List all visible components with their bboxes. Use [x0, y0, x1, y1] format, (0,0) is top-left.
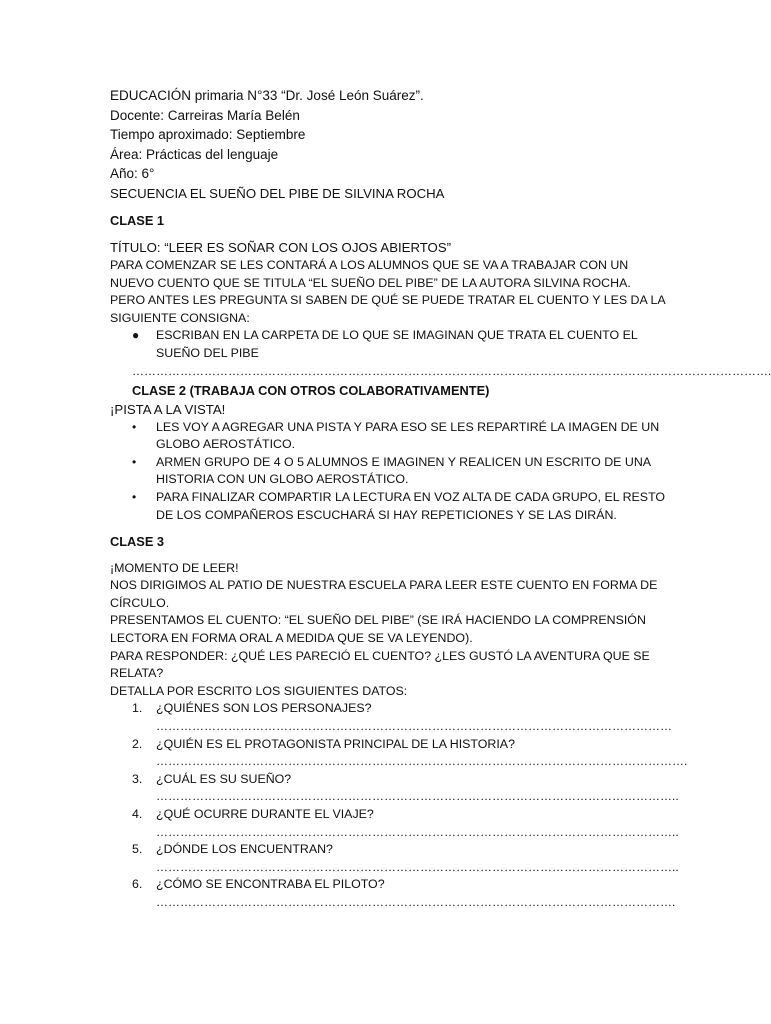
time-estimate: Tiempo aproximado: Septiembre — [110, 127, 306, 142]
question-text: ¿QUIÉNES SON LOS PERSONAJES? — [156, 701, 372, 716]
question-item — [110, 700, 670, 735]
question-number: 6. — [132, 877, 143, 892]
list-item — [110, 489, 670, 524]
bullet-icon: • — [132, 489, 137, 504]
question-item — [110, 806, 679, 841]
document-page — [110, 86, 771, 912]
question-number: 1. — [132, 701, 143, 716]
question-number: 2. — [132, 736, 143, 751]
school-name: EDUCACIÓN primaria N°33 “Dr. José León Suárez”. — [110, 88, 424, 103]
subject-area: Área: Prácticas del lenguaje — [110, 146, 279, 162]
list-item — [110, 454, 670, 489]
clase-3-paragraph: PRESENTAMOS EL CUENTO: “EL SUEÑO DEL PIBE” (SE IRÁ HACIENDO LA COMPRENSIÓN LECTORA EN FORMA ORAL A MEDIDA QUE SE VA LEYENDO). — [110, 613, 646, 645]
list-item — [110, 419, 670, 454]
clase-2-bullet-list — [110, 419, 670, 525]
list-item-text: ESCRIBAN EN LA CARPETA DE LO QUE SE IMAGINAN QUE TRATA EL CUENTO EL SUEÑO DEL PIBE — [156, 328, 638, 360]
question-text: ¿CUÁL ES SU SUEÑO? — [156, 771, 292, 786]
answer-dotted-line: ………………………………………………………………………………………………………………….. — [156, 824, 679, 839]
clase-3-paragraph: DETALLA POR ESCRITO LOS SIGUIENTES DATOS: — [110, 683, 408, 698]
teacher-name: Docente: Carreiras María Belén — [110, 107, 300, 123]
question-text: ¿QUÉ OCURRE DURANTE EL VIAJE? — [156, 806, 374, 821]
clase-1-bullet-list — [110, 327, 670, 362]
answer-dotted-line: ………………………………………………………………………………………………………………….. — [156, 859, 679, 874]
question-list — [110, 700, 688, 911]
question-item — [110, 771, 679, 806]
clase-3-paragraph: PARA RESPONDER: ¿QUÉ LES PARECIÓ EL CUENTO? ¿LES GUSTÓ LA AVENTURA QUE SE RELATA? — [110, 648, 650, 681]
list-item-text: PARA FINALIZAR COMPARTIR LA LECTURA EN VOZ ALTA DE CADA GRUPO, EL RESTO DE LOS COMPAÑEROS ESCUCHARÁ SI HAY REPETICIONES Y SE LAS DIRÁN. — [156, 489, 666, 522]
question-item — [110, 876, 676, 911]
question-item — [110, 841, 679, 876]
question-text: ¿QUIÉN ES EL PROTAGONISTA PRINCIPAL DE LA HISTORIA? — [156, 736, 515, 751]
clase-2-heading: CLASE 2 (TRABAJA CON OTROS COLABORATIVAMENTE) — [132, 382, 490, 398]
answer-dotted-line: ………………………………………………………………………………………………………………….. — [156, 789, 679, 804]
clase-1-heading: CLASE 1 — [110, 212, 165, 228]
bullet-icon: • — [132, 454, 137, 469]
clase-3-paragraph: NOS DIRIGIMOS AL PATIO DE NUESTRA ESCUELA PARA LEER ESTE CUENTO EN FORMA DE CÍRCULO. — [110, 578, 658, 610]
question-text: ¿DÓNDE LOS ENCUENTRAN? — [156, 842, 333, 857]
clase-1-paragraph: PERO ANTES LES PREGUNTA SI SABEN DE QUÉ SE PUEDE TRATAR EL CUENTO Y LES DA LA SIGUIENTE CONSIGNA: — [110, 293, 665, 325]
clase-1-paragraph: PARA COMENZAR SE LES CONTARÁ A LOS ALUMNOS QUE SE VA A TRABAJAR CON UN NUEVO CUENTO QUE SE TITULA “EL SUEÑO DEL PIBE” DE LA AUTORA SILVINA ROCHA. — [110, 258, 631, 290]
bullet-icon: • — [132, 419, 137, 434]
list-item-text: ARMEN GRUPO DE 4 O 5 ALUMNOS E IMAGINEN Y REALICEN UN ESCRITO DE UNA HISTORIA CON UN GLOBO AEROSTÁTICO. — [156, 454, 651, 487]
answer-dotted-line: ……………………………………………………………………………………………………………………………………………. — [132, 363, 771, 378]
answer-dotted-line: …………………………………………………………………………………………………………………. — [156, 894, 676, 909]
list-item — [110, 327, 670, 362]
clase-3-heading: CLASE 3 — [110, 534, 165, 550]
answer-dotted-line: ……………………………………………………………………………………………………………………. — [156, 754, 688, 769]
question-number: 3. — [132, 771, 143, 786]
question-item — [110, 736, 688, 771]
question-number: 5. — [132, 842, 143, 857]
sequence-title: SECUENCIA EL SUEÑO DEL PIBE DE SILVINA ROCHA — [110, 185, 445, 201]
clase-2-subtitle: ¡PISTA A LA VISTA! — [110, 401, 226, 417]
bullet-icon: ● — [132, 328, 140, 343]
list-item-text: LES VOY A AGREGAR UNA PISTA Y PARA ESO SE LES REPARTIRÉ LA IMAGEN DE UN GLOBO AEROSTÁTICO. — [156, 419, 660, 452]
clase-1-title: TÍTULO: “LEER ES SOÑAR CON LOS OJOS ABIERTOS” — [110, 240, 452, 255]
answer-dotted-line: ………………………………………………………………………………………………………………… — [156, 718, 672, 733]
question-number: 4. — [132, 806, 143, 821]
question-text: ¿CÓMO SE ENCONTRABA EL PILOTO? — [156, 877, 385, 892]
school-year: Año: 6° — [110, 166, 155, 181]
clase-3-subtitle: ¡MOMENTO DE LEER! — [110, 560, 239, 575]
